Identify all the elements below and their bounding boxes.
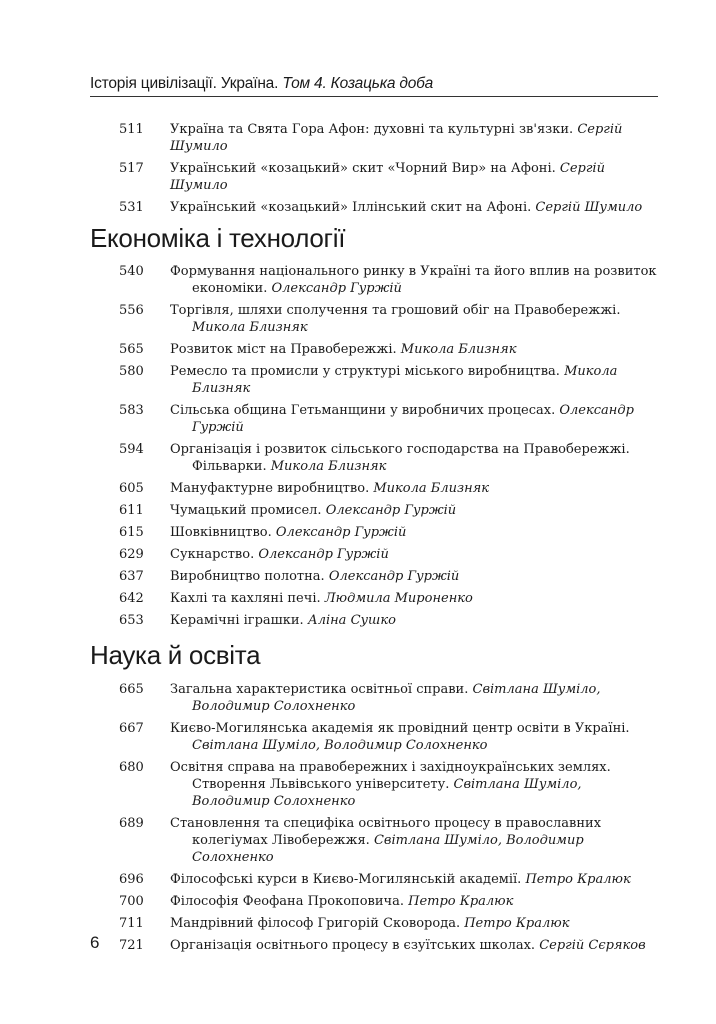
entry-author: Світлана Шуміло, Володимир Солохненко [192, 777, 582, 809]
toc-entry[interactable] [0, 524, 716, 541]
toc-section-economy [0, 263, 716, 634]
entry-author: Петро Кралюк [525, 872, 631, 887]
entry-title: Україна та Свята Гора Афон: духовні та культурні зв'язки. [170, 122, 574, 137]
toc-entry[interactable] [0, 480, 716, 497]
toc-section-continued [0, 121, 716, 221]
entry-title: Організація освітнього процесу в єзуїтських школах. [170, 938, 536, 953]
entry-author: Олександр Гуржій [192, 403, 634, 435]
toc-section-science [0, 681, 716, 959]
entry-page: 653 [119, 613, 144, 628]
entry-author: Микола Близняк [270, 459, 387, 474]
entry-title: Освітня справа на правобережних і західноукраїнських землях. Створення Львівського університету. [170, 760, 611, 792]
toc-entry[interactable] [0, 341, 716, 358]
entry-page: 540 [119, 264, 144, 279]
toc-entry[interactable] [0, 402, 716, 436]
entry-page: 629 [119, 547, 144, 562]
entry-title: Філософія Феофана Прокоповича. [170, 894, 404, 909]
entry-page: 721 [119, 938, 144, 953]
entry-page: 700 [119, 894, 144, 909]
entry-author: Олександр Гуржій [258, 547, 389, 562]
entry-page: 711 [119, 916, 144, 931]
toc-entry[interactable] [0, 937, 716, 954]
entry-page: 665 [119, 682, 144, 697]
toc-entry[interactable] [0, 612, 716, 629]
entry-title: Сукнарство. [170, 547, 255, 562]
entry-title: Сільська община Гетьманщини у виробничих процесах. [170, 403, 556, 418]
entry-title: Виробництво полотна. [170, 569, 325, 584]
entry-author: Світлана Шуміло, Володимир Солохненко [192, 682, 601, 714]
entry-author: Сергій Сєряков [539, 938, 646, 953]
entry-author: Людмила Мироненко [324, 591, 473, 606]
entry-page: 667 [119, 721, 144, 736]
entry-title: Формування національного ринку в Україні та його вплив на розвиток економіки. [170, 264, 657, 296]
entry-title: Організація і розвиток сільського господарства на Правобережжі. Фільварки. [170, 442, 630, 474]
toc-entry[interactable] [0, 720, 716, 754]
section-title-science: Наука й освіта [90, 640, 261, 670]
toc-entry[interactable] [0, 546, 716, 563]
entry-title: Торгівля, шляхи сполучення та грошовий обіг на Правобережжі. [170, 303, 621, 318]
toc-entry[interactable] [0, 441, 716, 475]
entry-author: Петро Кралюк [464, 916, 570, 931]
toc-entry[interactable] [0, 502, 716, 519]
entry-title: Філософські курси в Києво-Могилянській академії. [170, 872, 522, 887]
entry-page: 642 [119, 591, 144, 606]
toc-entry[interactable] [0, 893, 716, 910]
entry-page: 517 [119, 161, 144, 176]
entry-page: 531 [119, 200, 144, 215]
entry-title: Загальна характеристика освітньої справи. [170, 682, 469, 697]
entry-title: Становлення та специфіка освітнього процесу в православних колегіумах Лівобережжя. [170, 816, 602, 848]
entry-author: Олександр Гуржій [328, 569, 460, 584]
entry-title: Чумацький промисел. [170, 503, 322, 518]
toc-entry[interactable] [0, 915, 716, 932]
entry-page: 615 [119, 525, 144, 540]
entry-title: Керамічні іграшки. [170, 613, 304, 628]
page-number: 6 [90, 933, 100, 952]
entry-title: Український «козацький» Іллінський скит на Афоні. [170, 200, 532, 215]
entry-page: 565 [119, 342, 144, 357]
entry-author: Микола Близняк [192, 364, 618, 396]
entry-page: 580 [119, 364, 144, 379]
entry-page: 696 [119, 872, 144, 887]
entry-author: Сергій Шумило [170, 161, 605, 193]
entry-author: Олександр Гуржій [325, 503, 457, 518]
entry-page: 556 [119, 303, 144, 318]
toc-entry[interactable] [0, 871, 716, 888]
toc-entry[interactable] [0, 363, 716, 397]
entry-author: Світлана Шуміло, Володимир Солохненко [192, 738, 488, 753]
entry-title: Мандрівний філософ Григорій Сковорода. [170, 916, 461, 931]
entry-title: Мануфактурне виробництво. [170, 481, 370, 496]
entry-author: Петро Кралюк [408, 894, 514, 909]
toc-entry[interactable] [0, 568, 716, 585]
entry-title: Шовківництво. [170, 525, 272, 540]
entry-page: 605 [119, 481, 144, 496]
entry-author: Сергій Шумило [535, 200, 643, 215]
entry-author: Аліна Сушко [307, 613, 396, 628]
entry-title: Кахлі та кахляні печі. [170, 591, 321, 606]
book-title: Історія цивілізації. Україна. [90, 75, 279, 92]
entry-page: 680 [119, 760, 144, 775]
entry-author: Микола Близняк [192, 320, 308, 335]
toc-entry[interactable] [0, 160, 716, 194]
toc-entry[interactable] [0, 815, 716, 866]
toc-entry[interactable] [0, 302, 716, 336]
entry-title: Розвиток міст на Правобережжі. [170, 342, 397, 357]
entry-page: 637 [119, 569, 144, 584]
toc-entry[interactable] [0, 263, 716, 297]
entry-author: Олександр Гуржій [275, 525, 407, 540]
entry-author: Олександр Гуржій [271, 281, 402, 296]
running-head [90, 74, 658, 94]
toc-entry[interactable] [0, 681, 716, 715]
entry-author: Микола Близняк [400, 342, 517, 357]
entry-title: Український «козацький» скит «Чорний Вир» на Афоні. [170, 161, 556, 176]
header-rule [90, 96, 658, 97]
entry-page: 689 [119, 816, 144, 831]
entry-author: Сергій Шумило [170, 122, 623, 154]
entry-author: Світлана Шуміло, Володимир Солохненко [192, 833, 584, 865]
entry-title: Києво-Могилянська академія як провідний центр освіти в Україні. [170, 721, 630, 736]
entry-page: 611 [119, 503, 144, 518]
toc-entry[interactable] [0, 590, 716, 607]
entry-title: Ремесло та промисли у структурі міського виробництва. [170, 364, 560, 379]
volume-title: Том 4. Козацька доба [282, 75, 434, 92]
section-title-economy: Економіка і технології [90, 223, 346, 253]
entry-author: Микола Близняк [373, 481, 490, 496]
entry-page: 583 [119, 403, 144, 418]
entry-page: 511 [119, 122, 144, 137]
toc-entry[interactable] [0, 121, 716, 155]
toc-entry[interactable] [0, 759, 716, 810]
entry-page: 594 [119, 442, 144, 457]
toc-entry[interactable] [0, 199, 716, 216]
